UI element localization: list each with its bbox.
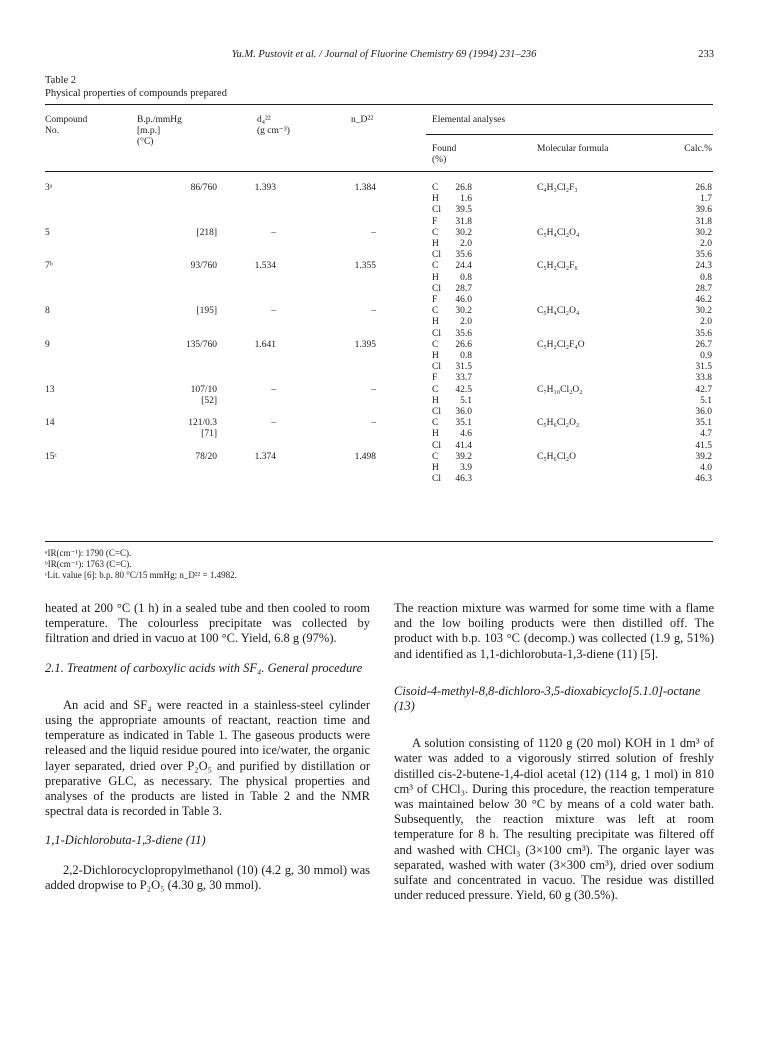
- density-value: 1.534: [254, 261, 276, 272]
- found-value: 33.7: [455, 373, 472, 384]
- element-symbol: F: [432, 295, 438, 305]
- compound-number: 3ᵃ: [45, 183, 53, 193]
- molecular-formula: C₇H₁₀Cl₂O₂: [537, 384, 583, 395]
- element-symbol: C: [432, 339, 439, 350]
- element-symbol: Cl: [432, 283, 441, 294]
- molecular-formula: C₅H₂Cl₂F₄O: [537, 339, 585, 350]
- refractive-index-value: –: [371, 384, 376, 395]
- calc-value: 4.7: [700, 429, 712, 440]
- subheading-compound-11: 1,1-Dichlorobuta-1,3-diene (11): [45, 833, 206, 848]
- compound-number: 5: [45, 227, 50, 238]
- refractive-index-value: 1.384: [354, 183, 376, 193]
- found-value: 26.6: [455, 339, 472, 350]
- found-value: 35.1: [455, 418, 472, 429]
- right-column: [394, 601, 714, 903]
- found-value: 46.3: [455, 474, 472, 485]
- running-header: [54, 49, 714, 63]
- found-value: 30.2: [455, 306, 472, 317]
- found-value: 0.8: [460, 272, 472, 283]
- refractive-index-value: –: [371, 227, 376, 238]
- boiling-point: 93/760: [190, 261, 217, 272]
- calc-value: 26.7: [695, 339, 712, 350]
- element-symbol: F: [432, 216, 438, 227]
- section-heading-2-1: 2.1. Treatment of carboxylic acids with SF₄. General procedure: [45, 660, 363, 675]
- calc-value: 41.5: [695, 440, 712, 451]
- compound-number: 9: [45, 339, 50, 350]
- density-value: –: [271, 418, 276, 429]
- calc-value: 0.8: [700, 272, 712, 283]
- element-symbol: Cl: [432, 328, 441, 339]
- found-value: 2.0: [460, 239, 472, 249]
- molecular-formula: C₅H₆Cl₂O₂: [537, 418, 580, 429]
- boiling-point: 107/10: [190, 384, 217, 395]
- found-value: 2.0: [460, 317, 472, 328]
- molecular-formula: C₄H₃Cl₂F₃: [537, 183, 578, 193]
- compound-number: 13: [45, 384, 55, 395]
- density-value: 1.641: [254, 339, 276, 350]
- refractive-index-value: 1.395: [354, 339, 376, 350]
- calc-value: 31.5: [695, 362, 712, 373]
- found-value: 24.4: [455, 261, 472, 272]
- calc-value: 0.9: [700, 351, 712, 361]
- calc-value: 46.2: [695, 295, 712, 305]
- page-number: 233: [698, 49, 714, 60]
- found-value: 39.5: [455, 205, 472, 216]
- footnote-a: ᵃIR(cm⁻¹): 1790 (C=C).: [45, 548, 132, 558]
- table-top-rule: [45, 104, 713, 105]
- element-symbol: Cl: [432, 407, 441, 417]
- element-symbol: Cl: [432, 205, 441, 216]
- table-bottom-rule: [45, 541, 713, 542]
- density-value: –: [271, 227, 276, 238]
- found-value: 0.8: [460, 351, 472, 361]
- calc-value: 35.6: [695, 250, 712, 261]
- left-paragraph-2: An acid and SF₄ were reacted in a stainless-steel cylinder using the appropriate amounts of reactant, reaction time and temperature as indicated in Table 1. The gaseous products were released and the liquid residue poured into ice/water, the organic layer separated, dried over P₂O₅ and purified by distillation or preparative GLC, as necessary. The physical properties and analyses of the products are listed in Table 2 and the NMR spectral data is recorded in Table 3.: [45, 697, 370, 819]
- table-footnotes: [45, 548, 237, 581]
- header-elemental-analyses: Elemental analyses: [432, 115, 506, 125]
- running-title: Yu.M. Pustovit et al. / Journal of Fluorine Chemistry 69 (1994) 231–236: [231, 49, 537, 60]
- density-value: 1.393: [254, 183, 276, 193]
- header-calc: Calc.%: [684, 144, 712, 154]
- found-value: 5.1: [460, 395, 472, 406]
- boiling-point: [71]: [201, 429, 217, 440]
- found-value: 31.8: [455, 216, 472, 227]
- refractive-index-value: –: [371, 418, 376, 429]
- compound-number: 7ᵇ: [45, 261, 53, 272]
- element-symbol: C: [432, 183, 439, 193]
- molecular-formula: C₅H₄Cl₂O₄: [537, 306, 580, 317]
- calc-value: 39.6: [695, 205, 712, 216]
- density-value: –: [271, 306, 276, 317]
- element-symbol: H: [432, 395, 439, 406]
- refractive-index-value: 1.498: [354, 451, 376, 462]
- calc-value: 4.0: [700, 463, 712, 473]
- calc-value: 2.0: [700, 239, 712, 249]
- header-compound: Compound No.: [45, 115, 88, 136]
- found-value: 1.6: [460, 194, 472, 205]
- right-paragraph-2: A solution consisting of 1120 g (20 mol) KOH in 1 dm³ of water was added to a vigorously stirred solution of freshly distilled cis-2-butene-1,4-diol acetal (12) (114 g, 1 mol) in 810 cm³ of CHCl₃. During this procedure, the reaction temperature was maintained below 30 °C by means of a cold water bath. Subsequently, the reaction mixture was left at room temperature for 8 h. The resulting precipitate was filtered off and washed with CHCl₃ (3×100 cm³). The organic layer was separated, washed with water (3×300 cm³), dried over sodium sulfate and concentrated in vacuo. The residue was distilled under reduced pressure. Yield, 60 g (30.5%).: [394, 736, 714, 903]
- found-value: 3.9: [460, 463, 472, 473]
- element-symbol: H: [432, 463, 439, 473]
- table-caption: [45, 74, 227, 100]
- left-paragraph-1: heated at 200 °C (1 h) in a sealed tube and then cooled to room temperature. The colourless precipitate was collected by filtration and dried in vacuo at 100 °C. Yield, 6.8 g (97%).: [45, 601, 370, 646]
- calc-value: 24.3: [695, 261, 712, 272]
- found-value: 35.6: [455, 250, 472, 261]
- calc-value: 26.8: [695, 183, 712, 193]
- boiling-point: [218]: [196, 227, 217, 238]
- compound-number: 15ᶜ: [45, 451, 57, 462]
- element-symbol: Cl: [432, 362, 441, 373]
- boiling-point: 78/20: [195, 451, 217, 462]
- molecular-formula: C₅H₄Cl₂O₄: [537, 227, 580, 238]
- boiling-point: [195]: [196, 306, 217, 317]
- found-value: 31.5: [455, 362, 472, 373]
- found-value: 26.8: [455, 183, 472, 193]
- molecular-formula: C₅H₂Cl₂F₆: [537, 261, 578, 272]
- density-value: –: [271, 384, 276, 395]
- subheading-compound-13: Cisoid-4-methyl-8,8-dichloro-3,5-dioxabicyclo[5.1.0]-octane (13): [394, 683, 701, 714]
- found-value: 28.7: [455, 283, 472, 294]
- calc-value: 2.0: [700, 317, 712, 328]
- boiling-point: 135/760: [185, 339, 217, 350]
- element-symbol: C: [432, 418, 439, 429]
- molecular-formula: C₅H₆Cl₂O: [537, 451, 576, 462]
- calc-value: 30.2: [695, 227, 712, 238]
- element-symbol: F: [432, 373, 438, 384]
- element-symbol: C: [432, 261, 439, 272]
- refractive-index-value: 1.355: [354, 261, 376, 272]
- table-title: Physical properties of compounds prepared: [45, 88, 227, 99]
- found-value: 4.6: [460, 429, 472, 440]
- calc-value: 28.7: [695, 283, 712, 294]
- element-symbol: C: [432, 306, 439, 317]
- table-label: Table 2: [45, 75, 77, 86]
- header-bottom-rule: [45, 171, 713, 172]
- calc-value: 5.1: [700, 395, 712, 406]
- compound-number: 8: [45, 306, 50, 317]
- boiling-point: [52]: [201, 395, 217, 406]
- found-value: 30.2: [455, 227, 472, 238]
- found-value: 35.6: [455, 328, 472, 339]
- element-symbol: H: [432, 194, 439, 205]
- compound-number: 14: [45, 418, 55, 429]
- boiling-point: 121/0.3: [188, 418, 217, 429]
- element-symbol: H: [432, 239, 439, 249]
- calc-value: 36.0: [695, 407, 712, 417]
- calc-value: 1.7: [700, 194, 712, 205]
- calc-value: 39.2: [695, 451, 712, 462]
- calc-value: 42.7: [695, 384, 712, 395]
- refractive-index-value: –: [371, 306, 376, 317]
- calc-value: 31.8: [695, 216, 712, 227]
- element-symbol: H: [432, 351, 439, 361]
- calc-value: 33.8: [695, 373, 712, 384]
- right-paragraph-1: The reaction mixture was warmed for some time with a flame and the low boiling products were then distilled off. The product with b.p. 103 °C (decomp.) was collected (1.9 g, 51%) and identified as 1,1-dichlorobuta-1,3-diene (11) [5].: [394, 601, 714, 661]
- element-symbol: C: [432, 451, 439, 462]
- found-value: 39.2: [455, 451, 472, 462]
- footnote-c: ᶜLit. value [6]: b.p. 80 °C/15 mmHg; n_D²² = 1.4982.: [45, 570, 237, 580]
- found-value: 46.0: [455, 295, 472, 305]
- calc-value: 30.2: [695, 306, 712, 317]
- left-paragraph-3: 2,2-Dichlorocyclopropylmethanol (10) (4.2 g, 30 mmol) was added dropwise to P₂O₅ (4.30 g, 30 mmol).: [45, 862, 370, 892]
- found-value: 42.5: [455, 384, 472, 395]
- boiling-point: 86/760: [190, 183, 217, 193]
- calc-value: 35.1: [695, 418, 712, 429]
- element-symbol: H: [432, 429, 439, 440]
- left-column: [45, 601, 370, 893]
- found-value: 41.4: [455, 440, 472, 451]
- element-symbol: Cl: [432, 440, 441, 451]
- element-symbol: C: [432, 227, 439, 238]
- element-symbol: H: [432, 272, 439, 283]
- element-symbol: H: [432, 317, 439, 328]
- header-molecular-formula: Molecular formula: [537, 144, 609, 154]
- header-found: Found (%): [432, 144, 457, 165]
- element-symbol: C: [432, 384, 439, 395]
- header-refractive-index: n_D²²: [351, 115, 374, 125]
- calc-value: 35.6: [695, 328, 712, 339]
- element-symbol: Cl: [432, 250, 441, 261]
- elemental-header-rule: [426, 134, 713, 135]
- header-density: d₄²² (g cm⁻³): [257, 115, 290, 136]
- found-value: 36.0: [455, 407, 472, 417]
- footnote-b: ᵇIR(cm⁻¹): 1763 (C=C).: [45, 559, 132, 569]
- element-symbol: Cl: [432, 474, 441, 485]
- density-value: 1.374: [254, 451, 276, 462]
- calc-value: 46.3: [695, 474, 712, 485]
- header-boiling-point: B.p./mmHg [m.p.] (°C): [137, 115, 182, 147]
